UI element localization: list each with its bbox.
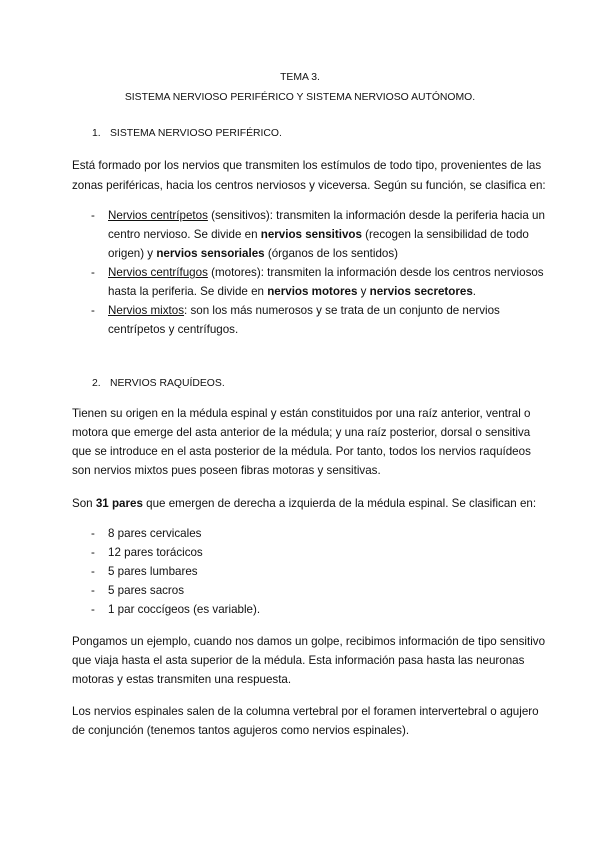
list-dash: -	[91, 527, 95, 540]
bullet-dash: -	[91, 304, 95, 317]
bullet-1-line-2: centro nervioso. Se divide en nervios sensitivos (recogen la sensibilidad de todo	[108, 228, 529, 241]
bullet-2-line-1: Nervios centrífugos (motores): transmiten la información desde los centros nerviosos	[108, 266, 544, 279]
section-2-para-3-line-3: motoras y estas transmiten una respuesta.	[72, 673, 292, 686]
list-item: 5 pares sacros	[108, 584, 185, 597]
section-1-intro-line-1: Está formado por los nervios que transmiten los estímulos de todo tipo, provenientes de las	[72, 159, 542, 172]
section-2-para-3-line-2: que viaja hasta el asta superior de la médula. Esta información pasa hasta las neuronas	[72, 654, 525, 667]
page-title: SISTEMA NERVIOSO PERIFÉRICO Y SISTEMA NERVIOSO AUTÓNOMO.	[124, 92, 476, 103]
bullet-3-line-2: centrípetos y centrífugos.	[108, 323, 239, 336]
list-item: 1 par coccígeos (es variable).	[108, 603, 261, 616]
section-2-para-2: Son 31 pares que emergen de derecha a izquierda de la médula espinal. Se clasifican en:	[72, 497, 537, 510]
list-item: 5 pares lumbares	[108, 565, 198, 578]
section-2-para-1-line-2: motora que emerge del asta anterior de la médula; y una raíz posterior, dorsal o sensitiva	[72, 426, 531, 439]
list-dash: -	[91, 584, 95, 597]
list-item: 8 pares cervicales	[108, 527, 202, 540]
bold-nervios-sensoriales: nervios sensoriales	[156, 247, 265, 260]
bullet-1-line-1: Nervios centrípetos (sensitivos): transmiten la información desde la periferia hacia un	[108, 209, 545, 222]
list-item: 12 pares torácicos	[108, 546, 203, 559]
list-dash: -	[91, 565, 95, 578]
section-1-number: 1.	[92, 128, 101, 139]
section-1-intro-line-2: zonas periféricas, hacia los centros nerviosos y viceversa. Según su función, se clasifica en:	[72, 179, 546, 192]
section-2-heading: NERVIOS RAQUÍDEOS.	[110, 378, 225, 389]
bold-nervios-sensitivos: nervios sensitivos	[260, 228, 362, 241]
section-2-para-4-line-1: Los nervios espinales salen de la columna vertebral por el foramen intervertebral o agujero	[72, 705, 539, 718]
term-mixtos: Nervios mixtos	[108, 304, 185, 317]
bold-nervios-secretores: nervios secretores	[369, 285, 473, 298]
section-2-para-4-line-2: de conjunción (tenemos tantos agujeros como nervios espinales).	[72, 724, 410, 737]
section-2-para-1-line-3: que se introduce en el asta posterior de la médula. Por tanto, todos los nervios raquídeos	[72, 445, 531, 458]
bold-nervios-motores: nervios motores	[267, 285, 358, 298]
term-centrifugos: Nervios centrífugos	[108, 266, 208, 279]
bullet-2-line-2: hasta la periferia. Se divide en nervios motores y nervios secretores.	[108, 285, 477, 298]
section-2-para-1-line-4: son nervios mixtos pues poseen fibras motoras y sensitivas.	[72, 464, 381, 477]
bullet-1-line-3: origen) y nervios sensoriales (órganos de los sentidos)	[108, 247, 399, 260]
tema-label: TEMA 3.	[280, 72, 320, 83]
list-dash: -	[91, 603, 95, 616]
list-dash: -	[91, 546, 95, 559]
section-2-number: 2.	[92, 378, 101, 389]
bold-31-pares: 31 pares	[95, 497, 143, 510]
bullet-dash: -	[91, 209, 95, 222]
bullet-3-line-1: Nervios mixtos: son los más numerosos y se trata de un conjunto de nervios	[108, 304, 500, 317]
section-1-heading: SISTEMA NERVIOSO PERIFÉRICO.	[110, 128, 282, 139]
bullet-dash: -	[91, 266, 95, 279]
section-2-para-3-line-1: Pongamos un ejemplo, cuando nos damos un golpe, recibimos información de tipo sensitivo	[72, 635, 546, 648]
term-centripetos: Nervios centrípetos	[108, 209, 208, 222]
section-2-para-1-line-1: Tienen su origen en la médula espinal y están constituidos por una raíz anterior, ventral o	[72, 407, 531, 420]
